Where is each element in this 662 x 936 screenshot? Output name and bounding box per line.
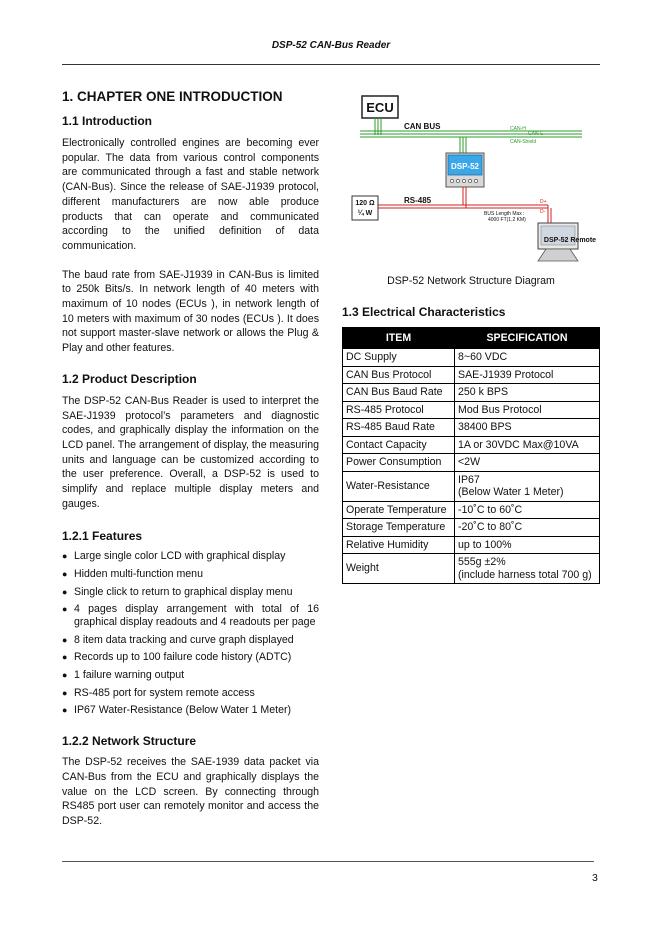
spec-value: 38400 BPS — [458, 421, 512, 433]
features-heading: 1.2.1 Features — [62, 529, 143, 544]
spec-item-cell: CAN Bus Protocol — [343, 366, 455, 384]
spec-value-note: (include harness total 700 g) — [458, 568, 592, 581]
d-minus-label: D- — [540, 209, 546, 215]
column-header-item: ITEM — [343, 328, 455, 349]
remote-label: DSP-52 Remote — [543, 237, 597, 244]
spec-value-cell — [455, 401, 600, 419]
rs485-label: RS-485 — [404, 196, 432, 205]
spec-value: SAE-J1939 Protocol — [458, 368, 554, 381]
feature-item: ● Large single color LCD with graphical display — [62, 550, 319, 563]
remote-keyboard-icon — [538, 249, 578, 261]
diagram-caption: DSP-52 Network Structure Diagram — [387, 275, 555, 287]
electrical-heading: 1.3 Electrical Characteristics — [342, 305, 506, 319]
chapter-title: 1. CHAPTER ONE INTRODUCTION — [62, 89, 283, 104]
spec-item-cell: CAN Bus Baud Rate — [343, 384, 455, 402]
spec-value-cell — [455, 501, 600, 519]
spec-item-cell: RS-485 Protocol — [343, 401, 455, 419]
can-shield-label: CAN-Shield — [510, 139, 537, 145]
can-h-label: CAN-H — [510, 126, 526, 132]
spec-value-cell — [455, 554, 600, 584]
spec-item-cell: Operate Temperature — [343, 501, 455, 519]
spec-value: -20˚C to 80˚C — [458, 521, 523, 533]
d-plus-label: D+ — [540, 199, 547, 205]
spec-value: <2W — [458, 456, 481, 468]
spec-value: 8~60 VDC — [458, 351, 508, 363]
spec-value-cell — [455, 436, 600, 454]
table-row — [343, 349, 600, 367]
electrical-table — [342, 327, 600, 584]
spec-value-cell — [455, 471, 600, 501]
dsp52-button — [462, 179, 465, 182]
spec-value: -10˚C to 60˚C — [458, 503, 523, 516]
network-heading: 1.2.2 Network Structure — [62, 734, 197, 749]
spec-value: 250 k BPS — [458, 386, 509, 398]
table-row — [343, 436, 600, 454]
spec-item-cell: Storage Temperature — [343, 519, 455, 537]
spec-value: up to 100% — [458, 538, 512, 551]
page-number: 3 — [592, 872, 598, 884]
feature-item: ● 8 item data tracking and curve graph displayed — [62, 634, 319, 647]
table-row — [343, 454, 600, 472]
spec-value: Mod Bus Protocol — [458, 403, 542, 416]
feature-item: ● Records up to 100 failure code history (ADTC) — [62, 651, 319, 664]
table-row — [343, 419, 600, 437]
footer-rule — [62, 861, 594, 862]
table-row — [343, 366, 600, 384]
spec-item-cell: Weight — [343, 554, 455, 584]
can-bus-label: CAN BUS — [404, 122, 441, 131]
dsp52-button — [474, 179, 477, 182]
spec-item-cell: Contact Capacity — [343, 436, 455, 454]
dsp52-button — [450, 179, 453, 182]
spec-item-cell: Relative Humidity — [343, 536, 455, 554]
dsp52-label: DSP-52 — [450, 162, 480, 171]
feature-item: ● 1 failure warning output — [62, 669, 319, 682]
table-row — [343, 384, 600, 402]
feature-item: ● 4 pages display arrangement with total of 16 graphical display readouts and 4 readouts per page — [62, 603, 319, 629]
spec-value-cell — [455, 454, 600, 472]
feature-item: ● Single click to return to graphical display menu — [62, 586, 319, 599]
spec-item-cell: Water-Resistance — [343, 471, 455, 501]
right-column — [342, 89, 600, 584]
network-paragraph: The DSP-52 receives the SAE-1939 data packet via CAN-Bus from the ECU and graphically displays the value on the LCD screen. By connecting through RS485 port user can remotely monitor and access the DSP-52. — [62, 756, 319, 828]
dsp52-button — [468, 179, 471, 182]
bus-length-line-1: BUS Length Max : — [484, 211, 525, 217]
network-diagram-svg — [342, 89, 600, 269]
dsp52-button — [456, 179, 459, 182]
features-list — [62, 550, 319, 717]
feature-item: ● RS-485 port for system remote access — [62, 687, 319, 700]
table-row — [343, 401, 600, 419]
spec-value: 1A or 30VDC Max@10VA — [458, 438, 579, 451]
table-row — [343, 536, 600, 554]
ecu-label: ECU — [366, 100, 394, 115]
table-row — [343, 519, 600, 537]
page-header-title: DSP-52 CAN-Bus Reader — [271, 40, 391, 51]
network-diagram — [342, 89, 600, 269]
can-l-label: CAN-L — [528, 131, 544, 137]
spec-value-cell — [455, 384, 600, 402]
resistor-value: 120 Ω — [355, 200, 375, 207]
intro-heading: 1.1 Introduction — [62, 114, 152, 128]
spec-value-cell — [455, 519, 600, 537]
spec-value: 555g ±2% — [458, 556, 506, 568]
spec-value-cell — [455, 536, 600, 554]
spec-value-cell — [455, 419, 600, 437]
spec-value-cell — [455, 349, 600, 367]
product-heading: 1.2 Product Description — [62, 371, 197, 386]
table-header-row — [343, 328, 600, 349]
spec-value-note: (Below Water 1 Meter) — [458, 486, 564, 498]
left-column — [62, 89, 319, 829]
intro-paragraph-2: The baud rate from SAE-J1939 in CAN-Bus is limited to 250k Bits/s. In network length of 40 meters with maximum of 10 nodes (ECUs ), in network length of 10 meters with maximum of 30 nodes (ECUs ). It does not support master-slave network or allows the Plug & Play and other features. — [62, 268, 319, 355]
column-header-spec: SPECIFICATION — [455, 328, 600, 349]
intro-paragraph-1: Electronically controlled engines are becoming ever popular. The data from various control components are communicated through a fast and stable network (CAN-Bus). Since the release of SAE-J1939 protocol, different manufacturers are now able produce products that can operate and communicated according to the unified definition of data communication. — [62, 137, 319, 252]
feature-item: ● Hidden multi-function menu — [62, 568, 319, 581]
header-rule — [62, 64, 600, 65]
feature-item: ● IP67 Water-Resistance (Below Water 1 Meter) — [62, 704, 319, 717]
electrical-table-body — [343, 349, 600, 584]
product-paragraph: The DSP-52 CAN-Bus Reader is used to interpret the SAE-J1939 protocol’s parameters and diagnostic codes, and graphically display the information on the LCD panel. The arrangement of display, the measuring units and language can be customized according to the user preference. Overall, a DSP-52 is used to simplify and replace multiple display meters and gauges. — [62, 394, 319, 510]
bus-length-line-2: 4000 FT(1.2 KM) — [488, 217, 526, 223]
spec-item-cell: RS-485 Baud Rate — [343, 419, 455, 437]
spec-item-cell: Power Consumption — [343, 454, 455, 472]
spec-value: IP67 — [458, 473, 480, 486]
resistor-watt: ¼ W — [357, 210, 373, 217]
table-row — [343, 471, 600, 501]
table-row — [343, 501, 600, 519]
table-row — [343, 554, 600, 584]
spec-value-cell — [455, 366, 600, 384]
spec-item-cell: DC Supply — [343, 349, 455, 367]
